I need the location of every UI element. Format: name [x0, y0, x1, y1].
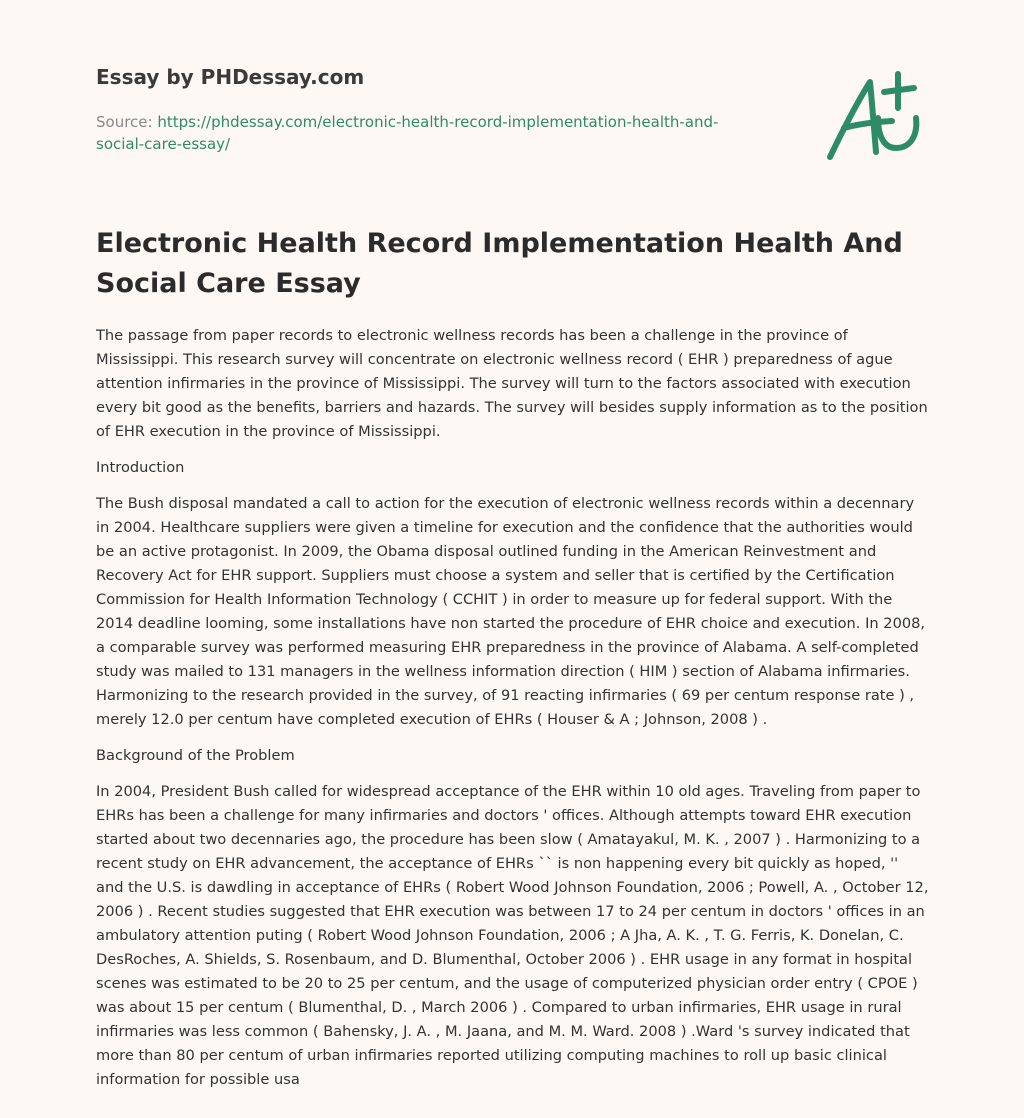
source-link[interactable]: https://phdessay.com/electronic-health-record-implementation-health-and-social-care-essay/ [96, 113, 719, 153]
section-heading: Background of the Problem [96, 747, 295, 764]
section-heading: Introduction [96, 459, 185, 476]
essay-content [96, 324, 930, 1104]
essay-title: Electronic Health Record Implementation Health And Social Care Essay [96, 228, 903, 299]
essay-paragraph: The Bush disposal mandated a call to action for the execution of electronic wellness records within a decennary in 2004. Healthcare suppliers were given a timeline for execution and the confidence that the authorities would be an active protagonist. In 2009, the Obama disposal outlined funding in the American Reinvestment and Recovery Act for EHR support. Suppliers must choose a system and seller that is certified by the Certification Commission for Health Information Technology ( CCHIT ) in order to measure up for federal support. With the 2014 deadline looming, some installations have non started the procedure of EHR choice and execution. In 2008, a comparable survey was performed measuring EHR preparedness in the province of Alabama. A self-completed study was mailed to 131 managers in the wellness information direction ( HIM ) section of Alabama infirmaries. Harmonizing to the research provided in the survey, of 91 reacting infirmaries ( 69 per centum response rate ) , merely 12.0 per centum have completed execution of EHRs ( Houser & A ; Johnson, 2008 ) . [96, 495, 926, 728]
essay-paragraph: The passage from paper records to electronic wellness records has been a challenge in the province of Mississippi. This research survey will concentrate on electronic wellness record ( EHR ) preparedness of ague attention infirmaries in the province of Mississippi. The survey will turn to the factors associated with execution every bit good as the benefits, barriers and hazards. The survey will besides supply information as to the position of EHR execution in the province of Mississippi. [96, 327, 928, 440]
essay-paragraph: In 2004, President Bush called for widespread acceptance of the EHR within 10 old ages. Traveling from paper to EHRs has been a challenge for many infirmaries and doctors ' offices. Although attempts toward EHR execution started about two decennaries ago, the procedure has been slow ( Amatayakul, M. K. , 2007 ) . Harmonizing to a recent study on EHR advancement, the acceptance of EHRs `` is non happening every bit quickly as hoped, '' and the U.S. is dawdling in acceptance of EHRs ( Robert Wood Johnson Foundation, 2006 ; Powell, A. , October 12, 2006 ) . Recent studies suggested that EHR execution was between 17 to 24 per centum in doctors ' offices in an ambulatory attention puting ( Robert Wood Johnson Foundation, 2006 ; A Jha, A. K. , T. G. Ferris, K. Donelan, C. DesRoches, A. Shields, S. Rosenbaum, and D. Blumenthal, October 2006 ) . EHR usage in any format in hospital scenes was estimated to be 20 to 25 per centum, and the usage of computerized physician order entry ( CPOE ) was about 15 per centum ( Blumenthal, D. , March 2006 ) . Compared to urban infirmaries, EHR usage in rural infirmaries was less common ( Bahensky, J. A. , M. Jaana, and M. M. Ward. 2008 ) .Ward 's survey indicated that more than 80 per centum of urban infirmaries reported utilizing computing machines to roll up basic clinical information for possible usa [96, 783, 929, 1088]
source-label: Source: [96, 113, 158, 131]
site-brand: Essay by PHDessay.com [96, 65, 365, 89]
source-line [96, 111, 736, 155]
a-plus-logo-icon [818, 66, 930, 166]
